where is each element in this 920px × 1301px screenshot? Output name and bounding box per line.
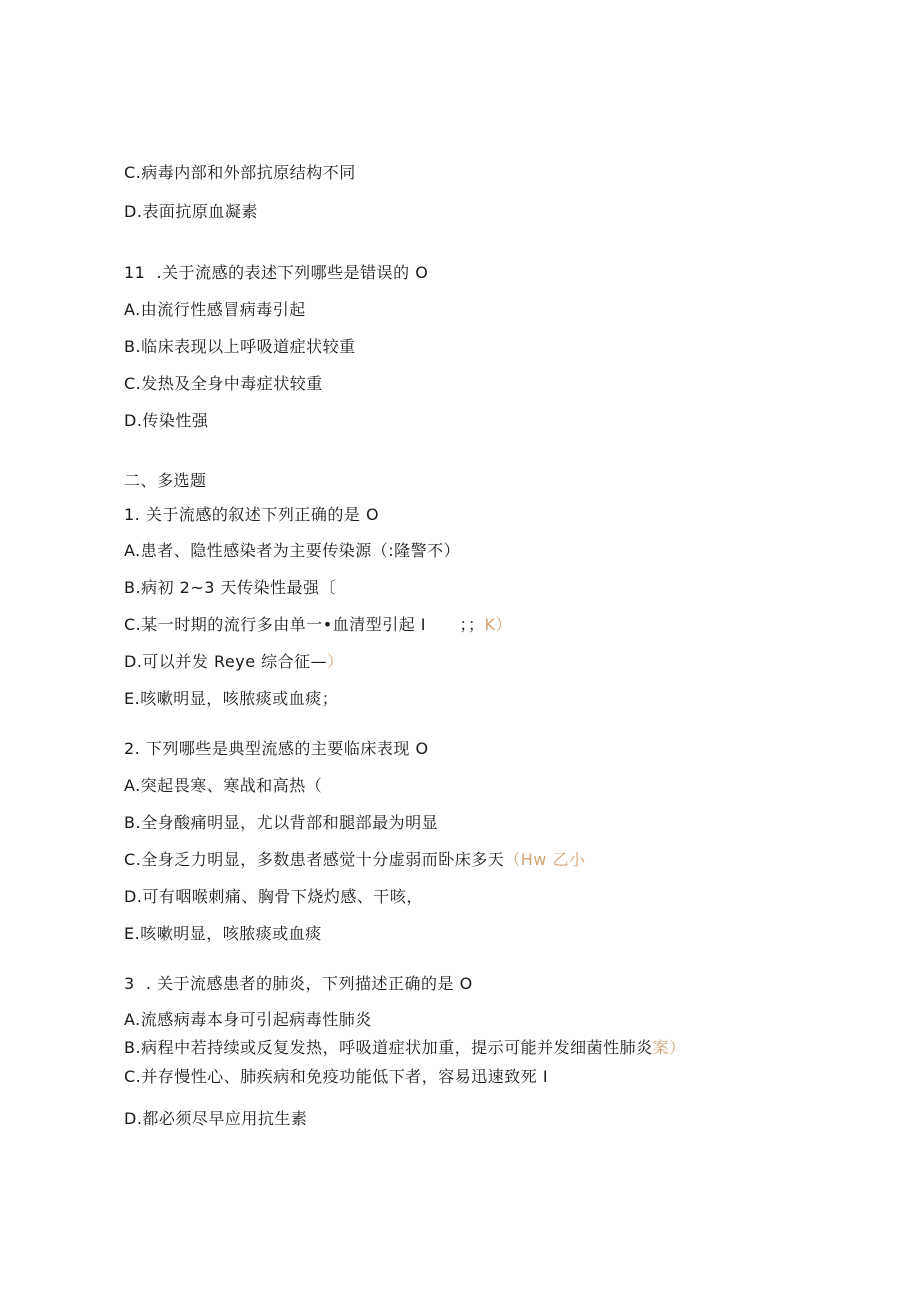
mc-question-2-option-d: D.可有咽喉刺痛、胸骨下烧灼感、干咳， bbox=[124, 887, 423, 906]
mc-question-1-option-a: A.患者、隐性感染者为主要传染源（:隆警不） bbox=[124, 541, 461, 560]
mc-question-3-option-a: A.流感病毒本身可引起病毒性肺炎 bbox=[124, 1010, 372, 1029]
question-11-option-c: C.发热及全身中毒症状较重 bbox=[124, 374, 323, 393]
question-11-option-b: B.临床表现以上呼吸道症状较重 bbox=[124, 337, 356, 356]
prev-option-c: C.病毒内部和外部抗原结构不同 bbox=[124, 163, 356, 182]
mc-question-1-option-e: E.咳嗽明显，咳脓痰或血痰； bbox=[124, 689, 339, 708]
option-text: C.全身乏力明显，多数患者感觉十分虚弱而卧床多天 bbox=[124, 850, 505, 869]
mc-question-3-option-b bbox=[124, 1038, 686, 1058]
mc-question-3-stem: 3 . 关于流感患者的肺炎，下列描述正确的是 O bbox=[124, 974, 473, 993]
mc-question-1-option-b: B.病初 2~3 天传染性最强〔 bbox=[124, 578, 337, 597]
mc-question-2-option-c bbox=[124, 850, 585, 870]
question-11-stem: 11 .关于流感的表述下列哪些是错误的 O bbox=[124, 263, 429, 282]
option-text: D.可以并发 Reye 综合征— bbox=[124, 652, 328, 671]
option-text: C.某一时期的流行多由单一•血清型引起 I ；； bbox=[124, 615, 485, 634]
annotation-mark: K） bbox=[484, 615, 513, 634]
mc-question-1-option-d bbox=[124, 652, 344, 672]
mc-question-2-option-e: E.咳嗽明显，咳脓痰或血痰 bbox=[124, 924, 322, 943]
option-text: B.病程中若持续或反复发热，呼吸道症状加重，提示可能并发细菌性肺炎 bbox=[124, 1038, 653, 1057]
mc-question-2-option-b: B.全身酸痛明显，尤以背部和腿部最为明显 bbox=[124, 813, 439, 832]
mc-question-1-stem: 1. 关于流感的叙述下列正确的是 O bbox=[124, 505, 380, 524]
annotation-mark: 案） bbox=[652, 1038, 686, 1057]
mc-question-3-option-c: C.并存慢性心、肺疾病和免疫功能低下者，容易迅速致死 I bbox=[124, 1067, 549, 1086]
mc-question-2-option-a: A.突起畏寒、寒战和高热（ bbox=[124, 776, 323, 795]
mc-question-2-stem: 2. 下列哪些是典型流感的主要临床表现 O bbox=[124, 739, 429, 758]
annotation-mark: （Hw 乙小 bbox=[504, 850, 586, 869]
section-heading: 二、多选题 bbox=[124, 471, 207, 490]
mc-question-3-option-d: D.都必须尽早应用抗生素 bbox=[124, 1109, 308, 1128]
annotation-mark: ） bbox=[327, 652, 344, 671]
mc-question-1-option-c bbox=[124, 615, 512, 635]
question-11-option-a: A.由流行性感冒病毒引起 bbox=[124, 300, 306, 319]
question-11-option-d: D.传染性强 bbox=[124, 411, 209, 430]
prev-option-d: D.表面抗原血凝素 bbox=[124, 202, 258, 221]
